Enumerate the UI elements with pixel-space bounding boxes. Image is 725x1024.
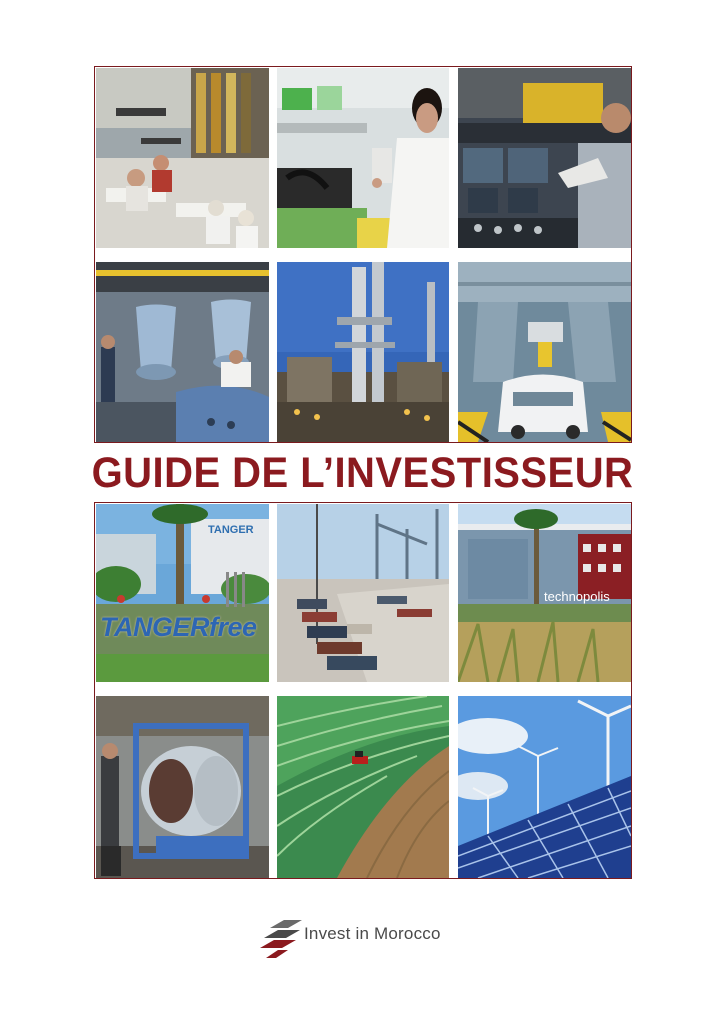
photo-laboratory [277,68,449,248]
tanger-free-sign: TANGERfree [100,612,257,642]
page-title: GUIDE DE L’INVESTISSEUR [91,449,634,497]
photo-car-assembly [458,262,631,442]
photo-grid-top [94,66,632,443]
technopolis-sign: technopolis [544,589,610,604]
photo-aircraft-cockpit [458,68,631,248]
photo-technopolis [458,504,631,682]
photo-refinery [277,262,449,442]
photo-grid-bottom [94,502,632,879]
photo-agriculture [277,696,449,878]
photo-textile-workshop [96,68,269,248]
tanger-sign: TANGER [208,524,254,536]
photo-aeronautics-factory [96,262,269,442]
logo-text: Invest in Morocco [304,924,441,943]
photo-tanger-free-zone [96,504,269,682]
photo-container-port [277,504,449,682]
invest-in-morocco-logo-icon [258,912,304,962]
invest-in-morocco-logo [258,912,478,962]
photo-metal-machining [96,696,269,878]
photo-solar-wind-energy [458,696,631,878]
